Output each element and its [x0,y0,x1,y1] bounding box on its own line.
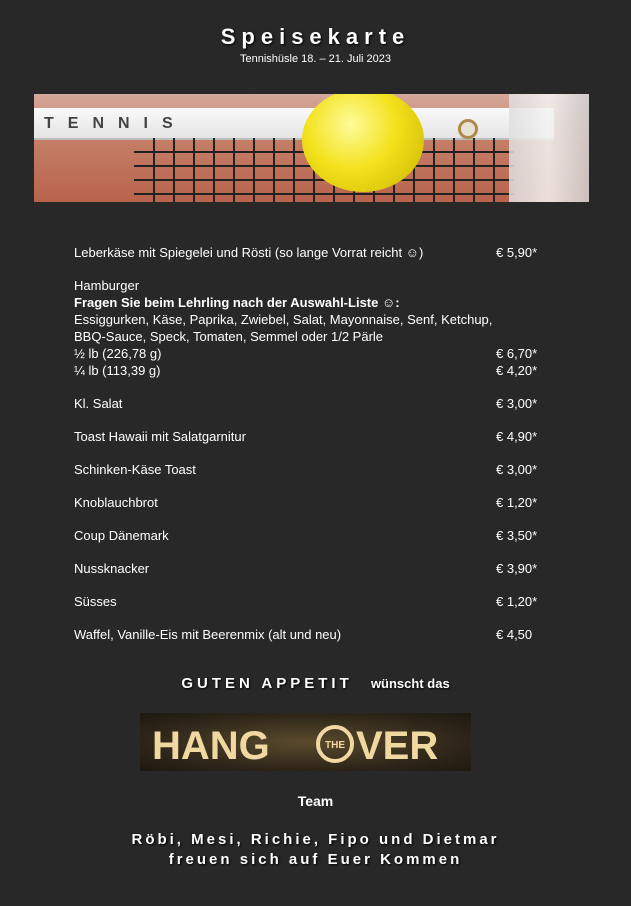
greeting-suffix: wünscht das [370,676,450,691]
menu-item-label: Leberkäse mit Spiegelei und Rösti (so lange Vorrat reicht ☺) [74,245,424,260]
team-label: Team [297,793,334,809]
menu-item-price: € 1,20* [496,594,538,609]
menu-item-label: Coup Dänemark [74,528,169,543]
menu-item-label: Kl. Salat [74,396,123,411]
menu-item-label: Süsses [74,594,117,609]
tennis-banner [34,94,589,202]
menu-item-price: € 5,90* [496,245,538,260]
menu-item-label: Waffel, Vanille-Eis mit Beerenmix (alt und neu) [74,627,342,642]
hamburger-note: Fragen Sie beim Lehrling nach der Auswahl-Liste ☺: [74,295,400,310]
menu-item-schinken-toast [74,461,554,478]
event-subtitle: Tennishüsle 18. – 21. Juli 2023 [239,53,392,65]
logo-text-right: VER [356,724,439,768]
menu-item-coup [74,527,554,544]
names-line-2: freuen sich auf Euer Kommen [168,851,463,868]
menu-item-toast-hawaii [74,428,554,445]
hamburger-desc-2: BBQ-Sauce, Speck, Tomaten, Semmel oder 1/2 Pärle [74,329,384,344]
menu-item-price: € 3,00* [496,462,538,477]
menu-item-label: Nussknacker [74,561,150,576]
menu-item-salat [74,395,554,412]
net-ring [458,119,478,139]
menu-list [74,244,554,643]
menu-item-price: € 4,20* [496,363,538,378]
menu-item-label: Schinken-Käse Toast [74,462,196,477]
net-post [509,94,589,202]
team-names [0,830,631,870]
hangover-logo [140,713,471,771]
menu-item-knoblauchbrot [74,494,554,511]
logo-text-the: THE [325,740,345,751]
menu-item-price: € 3,00* [496,396,538,411]
menu-item-label: ¼ lb (113,39 g) [74,363,161,378]
hamburger-size-quarter [74,362,554,379]
menu-item-leberkaese [74,244,554,261]
hamburger-desc-1: Essiggurken, Käse, Paprika, Zwiebel, Salat, Mayonnaise, Senf, Ketchup, [74,312,493,327]
banner-text: TENNIS [44,115,187,132]
menu-item-price: € 3,50* [496,528,538,543]
greeting-text: GUTEN APPETIT [181,675,353,692]
menu-item-label: Toast Hawaii mit Salatgarnitur [74,429,246,444]
greeting [0,675,631,692]
menu-item-price: € 6,70* [496,346,538,361]
menu-item-waffel [74,626,554,643]
menu-item-price: € 4,50 [496,627,533,642]
menu-item-label: Knoblauchbrot [74,495,158,510]
menu-item-nussknacker [74,560,554,577]
menu-item-price: € 1,20* [496,495,538,510]
menu-item-label: ½ lb (226,78 g) [74,346,162,361]
hamburger-title: Hamburger [74,278,140,293]
menu-item-suesses [74,593,554,610]
menu-item-hamburger [74,277,554,379]
names-line-1: Röbi, Mesi, Richie, Fipo und Dietmar [131,831,500,848]
menu-item-price: € 3,90* [496,561,538,576]
hamburger-size-half [74,345,554,362]
menu-item-price: € 4,90* [496,429,538,444]
page-title: Speisekarte [220,24,411,49]
hangover-logo-art [140,713,471,771]
logo-text-left: HANG [152,724,270,768]
